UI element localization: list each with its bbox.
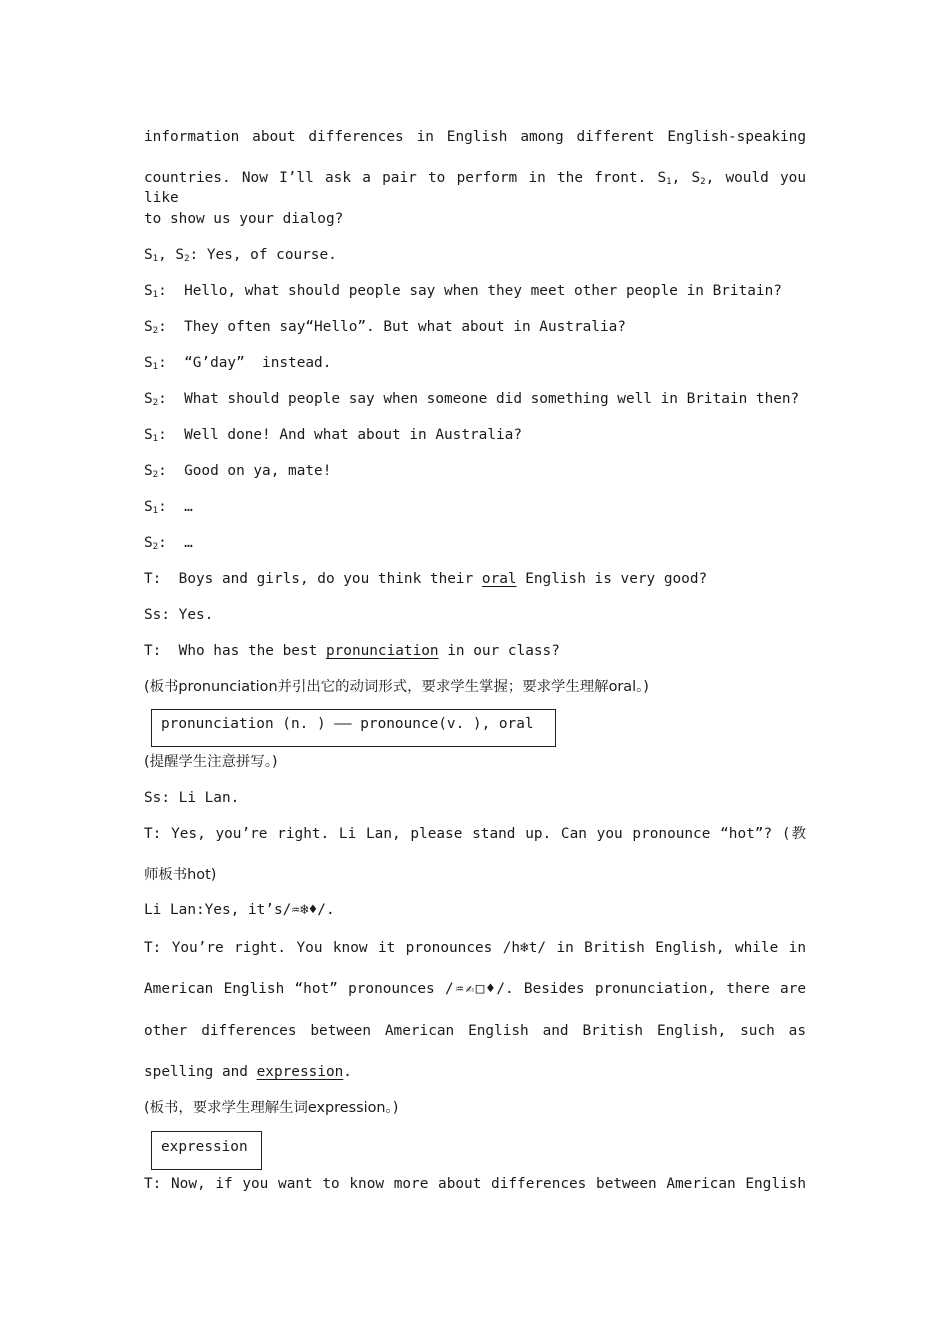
dialog-line: $S_2$: … (144, 535, 193, 552)
teacher-note: (板书，要求学生理解生词expression。) (144, 1100, 399, 1116)
dialog-line: $S_1$: Well done! And what about in Australia? (144, 427, 522, 444)
students-line: Ss: Li Lan. (144, 790, 240, 806)
teacher-line: T: Now, if you want to know more about differences between American English (144, 1176, 806, 1192)
teacher-note: (提醒学生注意拼写。) (144, 754, 278, 770)
teacher-line: American English “hot” pronounces /♒✍□♦/. Besides pronunciation, there are (144, 981, 806, 997)
dialog-line: $S_1$: … (144, 499, 193, 516)
underlined-word: expression (256, 1064, 344, 1080)
dialog-line: $S_1$: Hello, what should people say when they meet other people in Britain? (144, 283, 782, 300)
teacher-line: T: Yes, you’re right. Li Lan, please stand up. Can you pronounce “hot”? (教 (144, 826, 806, 842)
teacher-line: T: Who has the best pronunciation in our class? (144, 643, 560, 659)
paragraph-line: to show us your dialog? (144, 211, 344, 227)
teacher-line: 师板书hot) (144, 867, 217, 883)
blackboard-box: expression (151, 1131, 262, 1170)
teacher-line: T: You’re right. You know it pronounces /h❄t/ in British English, while in (144, 940, 806, 956)
teacher-line: T: Boys and girls, do you think their oral English is very good? (144, 571, 708, 587)
dialog-line: $S_1$, $S_2$: Yes, of course. (144, 247, 337, 264)
dialog-line: $S_2$: Good on ya, mate! (144, 463, 332, 480)
dialog-line: $S_1$: “G’day” instead. (144, 355, 332, 372)
student-line: Li Lan:Yes, it’s/♒❄♦/. (144, 902, 335, 918)
underlined-word: oral (481, 571, 517, 587)
teacher-note: (板书pronunciation并引出它的动词形式，要求学生掌握；要求学生理解oral。) (144, 679, 649, 695)
underlined-word: pronunciation (325, 643, 439, 659)
dialog-line: $S_2$: They often say“Hello”. But what about in Australia? (144, 319, 626, 336)
paragraph-line: countries. Now I’ll ask a pair to perform in the front. $S_1$, $S_2$, would you like (144, 170, 807, 206)
blackboard-box: pronunciation (n. ) —— pronounce(v. ), oral (151, 709, 556, 747)
dialog-line: $S_2$: What should people say when someone did something well in Britain then? (144, 391, 800, 408)
teacher-line: spelling and expression. (144, 1064, 352, 1080)
students-line: Ss: Yes. (144, 607, 214, 623)
teacher-line: other differences between American English and British English, such as (144, 1023, 806, 1039)
paragraph-line: information about differences in English among different English-speaking (144, 129, 806, 145)
